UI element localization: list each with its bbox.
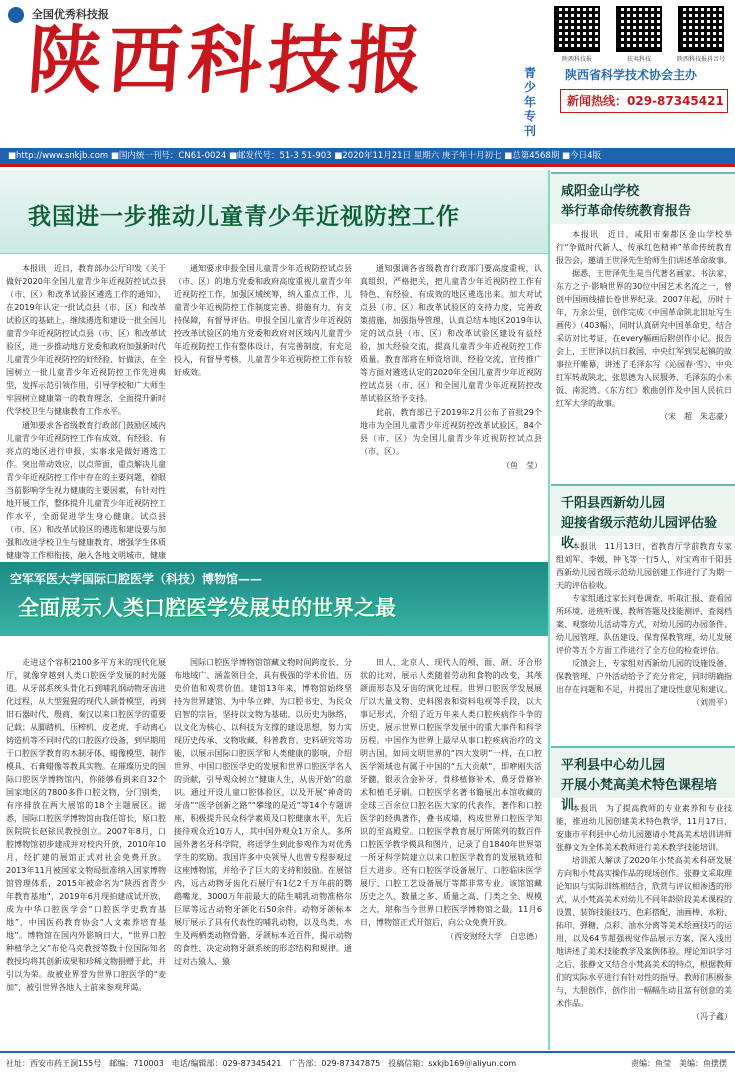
article1-col3 bbox=[360, 262, 542, 558]
qr-code-3 bbox=[674, 6, 728, 63]
qr-icon bbox=[554, 6, 600, 52]
headline-band bbox=[0, 170, 548, 254]
sidebar2-header bbox=[551, 484, 735, 551]
paragraph: 田人、北京人、现代人的颅、面、颌、牙合形状的比对，展示人类随着劳动和食物的改变，其颅颌面形态及牙齿的演化过程。世界口腔医学发展展厅以大量文物、史料图表和资料电视等手段，以大事记形式，介绍了近万年来人类口腔疾病作斗争的历史，展示世界口腔医学发展中的重大事件和科学历程。中国作为世界上最早从事口腔疾病治疗的文明古国，如同文明世界的“四大发明”一样，在口腔医学领域也有属于中国的“五大贡献”，即咿刚失活牙髓，银汞合金补牙，骨移植修补术，鼻牙骨修补术和植毛牙刷。口腔医学名著书籍展出本馆收藏的全球三百余位口腔名医大家的代表作，著作和口腔医学的经典著作，叠书成墙，构成世界口腔医学知识的至高殿堂。口腔医学教育展厅所陈列的数百件口腔医学教学模具和图片，记录了自1840年世界第一所牙科学院建立以来口腔医学教育的发展轨迹和巨大进步。还有口腔医学设备展厅、口腔临床医学展厅、口腔工艺设备展厅等都非常专业。该馆馆藏历史之久、数量之多、质量之高、门类之全、规模之大，堪称当今世界口腔医学博物馆之最。11月6日，博物馆正式开馆后，向公众免费开放。 bbox=[360, 658, 542, 927]
paragraph: 培训派人解读了2020年小梵高美术科研发展方向和小梵高实操作品的现场创作。张静文采取理论知识与实际训练相结合，欣赏与评议相渗透的形式，从小梵高美术对幼儿不同年龄阶段美术课程的设置、装饰技能技巧、色彩搭配，油画棒、水粉、拓印、弹糖、点彩、油水分离等美术绘画技巧的运用，以及64节超强视觉作品展示方案，深入浅出地讲述了美术技能教学及案例体验。理论知识学习之后，张静文又结合小梵高美术的特点，根据教师们的实际水平进行有针对性的指导。教师们积极参与，大胆创作，创作出一幅幅生动且富有创意的美术作品。 bbox=[556, 856, 732, 1008]
paragraph: 本报讯 近日，咸阳市秦都区金山学校举行“争做时代新人、传承红色精神”革命传统教育报告会，邀请王世泽先生给师生们讲述革命故事。 bbox=[556, 230, 732, 265]
issue-info-bar: ■http://www.snkjb.com ■国内统一刊号：CN61-0024 ■邮发代号：51-3 51-903 ■2020年11月21日 星期六 庚子年十月初七 ■总第4568期 ■今日4版 bbox=[0, 148, 735, 164]
newspaper-logo-icon bbox=[8, 7, 24, 23]
footer bbox=[0, 1051, 735, 1077]
byline: （刘贵平） bbox=[692, 698, 732, 707]
byline: （西安财经大学 白忠德） bbox=[446, 932, 542, 941]
hotline-box bbox=[560, 89, 728, 113]
newspaper-title: 陕西科技报 bbox=[24, 18, 432, 104]
sidebar1-title2: 举行革命传统教育报告 bbox=[561, 204, 692, 219]
qr-caption: 陕西科技报抖音号 bbox=[676, 56, 725, 63]
paragraph: 专家组通过家长问卷调查、听取汇报、查看园所环境、进班听课、教师答题及技能测评、查阅档案、观察幼儿活动等方式，对幼儿园的办园条件、幼儿园管理、队伍建设、保育保教管理、幼儿发展评价等五个方面工作进行了全方位的检查评估。 bbox=[556, 594, 732, 655]
qr-caption: 陕西科技报 bbox=[561, 56, 592, 63]
paragraph: 通知强调各省级教育行政部门要高度重视，认真组织，严格把关，把儿童青少年近视防控工作有特色、有经验、有成效的地区遴选出来。加大对试点县（市、区）和改革试验区的支持力度，完善政策措施，加强指导管理，认真总结本地区2019年认定的试点县（市、区）和改革试验区建设有益经验，加大经验交流，提高儿童青少年近视防控工作质量。教育部将在师资培训、经验交流、宣传推广等方面对遴选认定的2020年全国儿童青少年近视防控试点县（市、区）和全国儿童青少年近视防控改革试验区给予支持。 bbox=[360, 264, 542, 403]
paragraph: 通知要求各省级教育行政部门鼓励区域内儿童青少年近视防控工作有成效、有经验、有亮点的地区进行申报，实事求是做好遴选工作。突出带动效应，以点带面，重点解决儿童青少年近视防控工作中存在的主要问题，着眼当前影响学生视力健康的主要因素，有针对性地开展工作，整体提升儿童青少年近视防控工作水平，全面促进学生身心健康。试点县（市、区）和改革试验区的遴选和建设要与加强和改进学校卫生与健康教育、增强学生体质健康等工作相衔接，融入各地文明城市、健康 bbox=[6, 421, 166, 560]
article1-col1 bbox=[6, 262, 166, 558]
paragraph: 本报讯 为了提高教师的专业素养和专业技能，推进幼儿园创建美术特色教学，11月17日，安康市平利县中心幼儿园邀请小梵高美术培训讲师张静文为全体美术教师进行美术教学技能培训。 bbox=[556, 804, 732, 852]
footer-editors: 责编：鱼莹 美编：鱼摆摆 bbox=[631, 1059, 727, 1068]
museum-headline: 全面展示人类口腔医学发展史的世界之最 bbox=[18, 596, 396, 620]
host-organization: 陕西省科学技术协会主办 bbox=[565, 68, 698, 82]
article2-col2 bbox=[174, 656, 352, 1048]
museum-banner bbox=[0, 562, 548, 636]
qr-icon bbox=[616, 6, 662, 52]
qr-icon bbox=[678, 6, 724, 52]
sidebar3-title2: 开展小梵高美术特色课程培训 bbox=[561, 778, 718, 813]
column-divider bbox=[548, 170, 550, 1050]
masthead bbox=[0, 0, 735, 148]
article2-col3 bbox=[360, 656, 542, 1048]
headline: 我国进一步推动儿童青少年近视防控工作 bbox=[28, 204, 460, 230]
paragraph: 本报讯 11月13日，省教育厅学前教育专家组刘军、李媛、钟飞等一行5人，对宝鸡市千阳县西新幼儿园省级示范幼儿园创建工作进行了为期一天的评估验收。 bbox=[556, 542, 732, 590]
footer-contact: 社址：西安市药王洞155号 邮编：710003 电话/编辑部：029-87345421 广告部：029-87347875 投稿信箱：sxkjb169＠aliyun.com bbox=[6, 1059, 517, 1068]
sidebar1-title1: 咸阳金山学校 bbox=[561, 184, 640, 199]
paragraph: 走进这个容积2100多平方米的现代化展厅，就像穿越到人类口腔医学发展的时光隧道。从牙部系统头骨化石到哺乳纲动物牙齿进化过程，从大型猩猩的现代人颌骨模型，再到旧石器时代、殷商、秦汉以来口腔医学的重要记载；从脚踏机、压榨机、皮老虎、手动离心铸造机等不同时代的口腔医疗设备，到早期用于口腔医学教育的木制牙体、蜡像模型、制作模具、石膏蜡像等教具实物。在璀璨历史的国际口腔医学博物馆内，你能够看到来自32个国家地区的7800多件口腔文物，分门别类，有序排放在两大展馆的18个主题展区。据悉，国际口腔医学博物馆由我任馆长，原口腔医院院长赵铱民教授创立。2007年8月，口腔博物馆初步建成并对校内开放，2010年10月，经扩建的展馆正式对社会免费开放。2013年11月被国家文物局批准纳入国家博物馆管理体系，2015年被命名为“陕西省青少年教育基地”，2019年6月现拍建成试开放，成为中华口腔医学会“口腔医学史教育基地”，中国医药教育协会“人文素养培育基地”。博物馆在国内外影响日大，“世界口腔种植学之父”布伦马克教授等数十位国际知名教授均将其创新成果和珍稀文物捐赠于此，并引以为荣。故被业界誉为世界口腔医学的“麦加”，被引世界各地人士前来参观拜谒。 bbox=[6, 658, 166, 992]
masthead-rule bbox=[0, 164, 735, 167]
qr-code-1 bbox=[550, 6, 604, 63]
sidebar3-title1: 平利县中心幼儿园 bbox=[561, 758, 666, 773]
sidebar3-body bbox=[556, 802, 732, 1048]
byline: （宋 超 朱志豪） bbox=[660, 412, 732, 421]
sidebar2-title1: 千阳县西新幼儿园 bbox=[561, 496, 666, 511]
paragraph: 本报讯 近日，教育部办公厅印发《关于做好2020年全国儿童青少年近视防控试点县（市、区）和改革试验区遴选工作的通知》，在2019年认定一批试点县（市、区）和改革试验区的基础上，继续遴选和建设一批全国儿童青少年近视防控试点县（市、区）和改革试验区，进一步推动地方党委和政府加强新时代儿童青少年近视防控的好经验、好做法，在全国树立一批儿童青少年近视防控工作先进典型，发挥示范引领作用，引导学校和广大师生牢固树立健康第一的教育理念，全面提升新时代学校卫生与健康教育工作水平。 bbox=[6, 264, 166, 416]
qr-code-2 bbox=[612, 6, 666, 63]
sidebar3-header bbox=[551, 746, 735, 813]
paragraph: 反馈会上，专家组对西新幼儿园的设施设备、保教管理、户外活动给予了充分肯定，同时明确指出存在问题和不足，并提出了建设性意见和建议。 bbox=[556, 659, 732, 694]
paragraph: 据悉，王世泽先生是当代著名画家、书法家，东方之子·影响世界的30位中国艺术名流之一，曾创中国画线描长卷世界纪录。2007年起，历时十年，万余公里，创作完成《中国革命陕北旧址写生画传》（403幅），同时认真研究中国革命史，结合采访对比考证，在every幅画后附创作小记。报告会上，王世泽以抗日救国、中央红军到吴起镇的故事拉开帷幕，讲述了毛泽东写《沁园春·雪》、中央红军转战陕北、张思德为人民服务、毛泽东的小米饭、南泥湾、《东方红》歌曲创作及中国人民抗日红军大学的故事。 bbox=[556, 269, 732, 408]
article1-col2 bbox=[174, 262, 352, 558]
brand-text: 全国优秀科技报 bbox=[31, 8, 109, 21]
sidebar2-title2: 迎接省级示范幼儿园评估验收 bbox=[561, 516, 718, 551]
article2-col1 bbox=[6, 656, 166, 1048]
museum-subtitle: 空军军医大学国际口腔医学（科技）博物馆—— bbox=[10, 572, 263, 586]
sidebar1-body bbox=[556, 228, 732, 476]
supplement-label: 青少年专刊 bbox=[524, 66, 537, 138]
qr-caption: 扶夷科技 bbox=[626, 56, 651, 63]
paragraph: 通知要求申报全国儿童青少年近视防控试点县（市、区）的地方党委和政府高度重视儿童青少年近视防控工作，加强区域统筹，纳入重点工作，儿童青少年近视防控工作制度完善、措施有力，有支持保障，有督导评估。申报全国儿童青少年近视防控改革试验区的地方党委和政府对区域内儿童青少年近视防控工作有整体设计，有完善制度，有充足投入，有督导考核，儿童青少年近视防控工作有较好成效。 bbox=[174, 264, 352, 377]
paragraph: 国际口腔医学博物馆馆藏文物时间跨度长、分布地域广、涵盖领目全，具有极强的学术价值、历史价值和观赏价值。建馆13年来，博物馆始终坚持为世界建馆、为中华立碑、为口腔书史、为民众启智的宗旨，坚持以文物为基础、以历史为脉络，以文化为核心、以科技为支撑的建设思想，努力实现历史传承、文物收藏、科普教育、史料研究等功能，以展示国际口腔医学和人类健康的影响，介绍世界、中国口腔医学史的发展和世界口腔医学名人的贡献，引导观众树立“健康人生，从齿开始”的意识。通过开设儿童口腔体验区，以及开展“神奇的牙齿”“医学创新之路”“攀缘的是近”等14个专题讲座，积极提升民众科学素质及口腔健康水平，先后接待观众近10万人，其中国外观众1万余人。多所国外著名牙科学院，将送学生到此参观作为对优秀学生的奖励。我国许多中央领导人也曾专程参观过这座博物馆，并给予了巨大的支持和鼓励。在展馆内，远古动物牙齿化石展厅有1亿2千万年前的鹦鹉嘴龙、3000万年前最大的陆生哺乳动物准格尔巨犀等远古动物牙颌化石50余件。动物牙颌标本展厅展示了具有代表性的哺乳动物，以及鸟类、水生及两栖类动物骨骼、牙颌标本近百件，揭示动物的食性、决定动物牙颌系统的形态结构和规律。通过对古猿人、猿 bbox=[174, 658, 352, 966]
sidebar2-body bbox=[556, 540, 732, 738]
sidebar1-header bbox=[551, 172, 735, 224]
byline: （冯子鑫） bbox=[692, 1012, 732, 1021]
hotline-text: 新闻热线：029-87345421 bbox=[567, 94, 724, 108]
paragraph: 此前，教育部已于2019年2月公布了首批29个地市为全国儿童青少年近视防控改革试验区，84个县（市、区）为全国儿童青少年近视防控试点县（市、区）。 bbox=[360, 408, 542, 456]
byline: （鱼 莹） bbox=[502, 461, 542, 470]
